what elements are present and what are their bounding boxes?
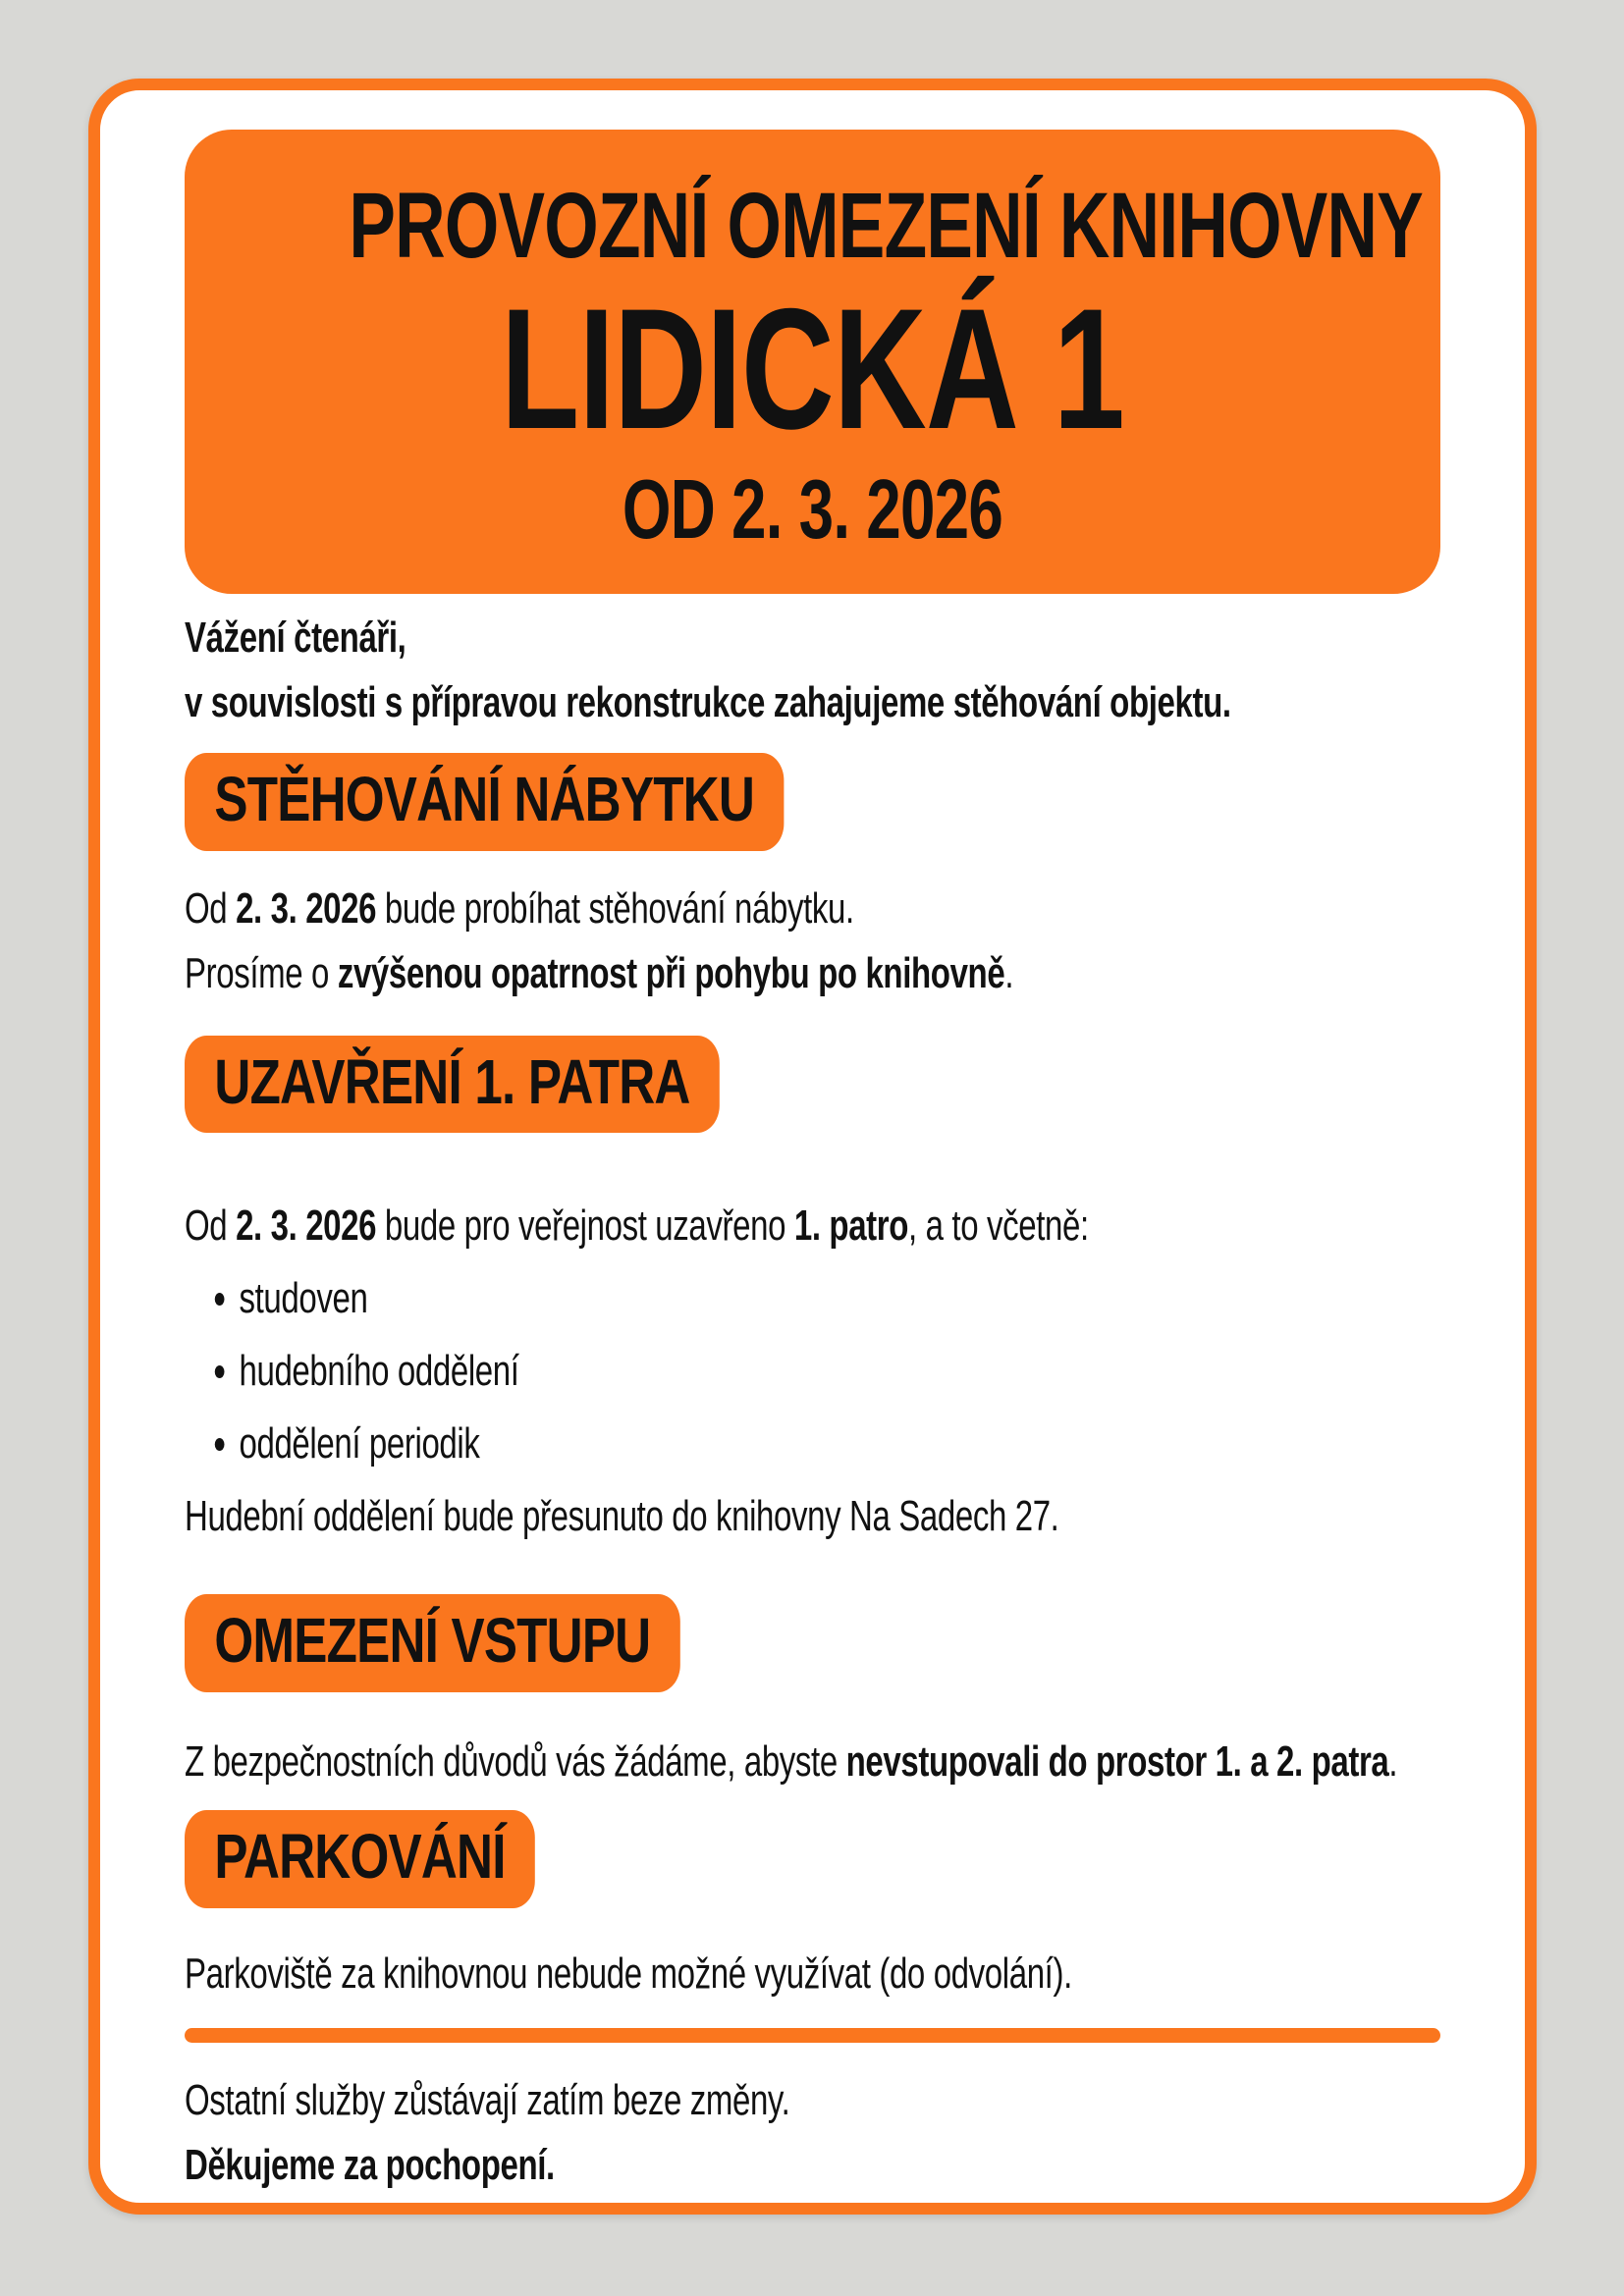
poster-card bbox=[88, 79, 1537, 2215]
section-parkovani-text bbox=[185, 1942, 1440, 2006]
poster-title-line3: OD 2. 3. 2026 bbox=[622, 463, 1003, 557]
section-heading-uzavreni-1-patra: UZAVŘENÍ 1. PATRA bbox=[185, 1036, 720, 1134]
footer-line-1: Ostatní služby zůstávají zatím beze změny. bbox=[185, 2075, 790, 2124]
list-item: • oddělení periodik bbox=[240, 1412, 1440, 1476]
footer-text bbox=[185, 2068, 1440, 2198]
paragraph-line: Od 2. 3. 2026 bude pro veřejnost uzavřeno 1. patro, a to včetně: bbox=[185, 1201, 1089, 1251]
poster-title-line1: PROVOZNÍ OMEZENÍ KNIHOVNY bbox=[349, 174, 1424, 278]
section-heading-omezeni-vstupu: OMEZENÍ VSTUPU bbox=[185, 1594, 680, 1692]
section-heading-parkovani: PARKOVÁNÍ bbox=[185, 1810, 535, 1908]
section-heading-stehovani-nabytku: STĚHOVÁNÍ NÁBYTKU bbox=[185, 753, 784, 851]
paragraph-line: Hudební oddělení bude přesunuto do knihovny Na Sadech 27. bbox=[185, 1492, 1059, 1541]
paragraph-line: Parkoviště za knihovnou nebude možné využívat (do odvolání). bbox=[185, 1949, 1072, 1998]
footer-line-2: Děkujeme za pochopení. bbox=[185, 2140, 555, 2189]
section-omezeni-vstupu-text bbox=[185, 1730, 1440, 1794]
list-item: • hudebního oddělení bbox=[240, 1339, 1440, 1404]
intro-line-1: Vážení čtenáři, bbox=[185, 614, 406, 662]
poster-title-line2: LIDICKÁ 1 bbox=[501, 274, 1124, 466]
section-uzavreni-1-patra-text bbox=[185, 1194, 1440, 1549]
paragraph-line: Z bezpečnostních důvodů vás žádáme, abyste nevstupovali do prostor 1. a 2. patra. bbox=[185, 1737, 1398, 1787]
poster-header bbox=[185, 130, 1440, 594]
intro-text bbox=[185, 606, 1440, 735]
paragraph-line: Od 2. 3. 2026 bude probíhat stěhování nábytku. bbox=[185, 883, 854, 933]
list-item: • studoven bbox=[240, 1266, 1440, 1331]
divider-line bbox=[185, 2028, 1440, 2043]
closed-areas-list bbox=[185, 1266, 1440, 1476]
intro-line-2: v souvislosti s přípravou rekonstrukce zahajujeme stěhování objektu. bbox=[185, 678, 1231, 726]
section-stehovani-nabytku-text bbox=[185, 877, 1440, 1006]
paragraph-line: Prosíme o zvýšenou opatrnost při pohybu po knihovně. bbox=[185, 948, 1014, 997]
